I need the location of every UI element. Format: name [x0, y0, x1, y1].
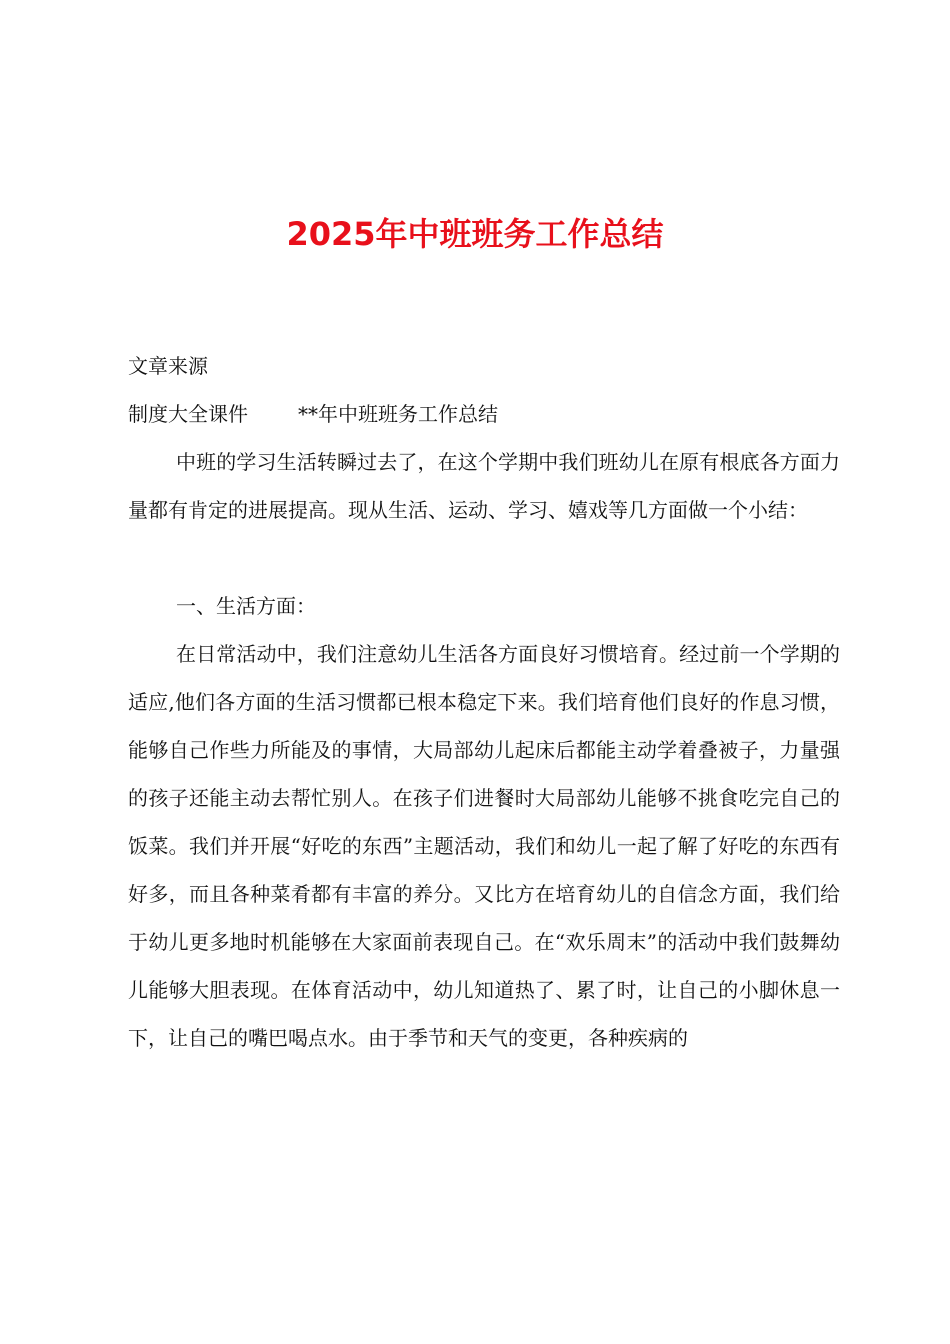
document-subtitle: **年中班班务工作总结 — [298, 402, 498, 426]
document-title: 2025年中班班务工作总结 — [286, 215, 664, 253]
article-source-label: 文章来源 — [128, 354, 208, 378]
paragraph-life: 在日常活动中，我们注意幼儿生活各方面良好习惯培育。经过前一个学期的适应,他们各方面的生活习惯都已根本稳定下来。我们培育他们良好的作息习惯，能够自己作些力所能及的事情，大局部幼儿起床后都能主动学着叠被子，力量强的孩子还能主动去帮忙别人。在孩子们进餐时大局部幼儿能够不挑食吃完自己的饭菜。我们并开展“好吃的东西”主题活动，我们和幼儿一起了解了好吃的东西有好多，而且各种菜肴都有丰富的养分。又比方在培育幼儿的自信念方面，我们给于幼儿更多地时机能够在大家面前表现自己。在“欢乐周末”的活动中我们鼓舞幼儿能够大胆表现。在体育活动中，幼儿知道热了、累了时，让自己的小脚休息一下，让自己的嘴巴喝点水。由于季节和天气的变更，各种疾病的 — [128, 642, 840, 1050]
category-label: 制度大全课件 — [128, 402, 248, 426]
section-heading-life: 一、生活方面： — [176, 594, 316, 618]
category-line — [128, 390, 498, 438]
paragraph-intro: 中班的学习生活转瞬过去了，在这个学期中我们班幼儿在原有根底各方面力量都有肯定的进展提高。现从生活、运动、学习、嬉戏等几方面做一个小结： — [128, 450, 840, 522]
